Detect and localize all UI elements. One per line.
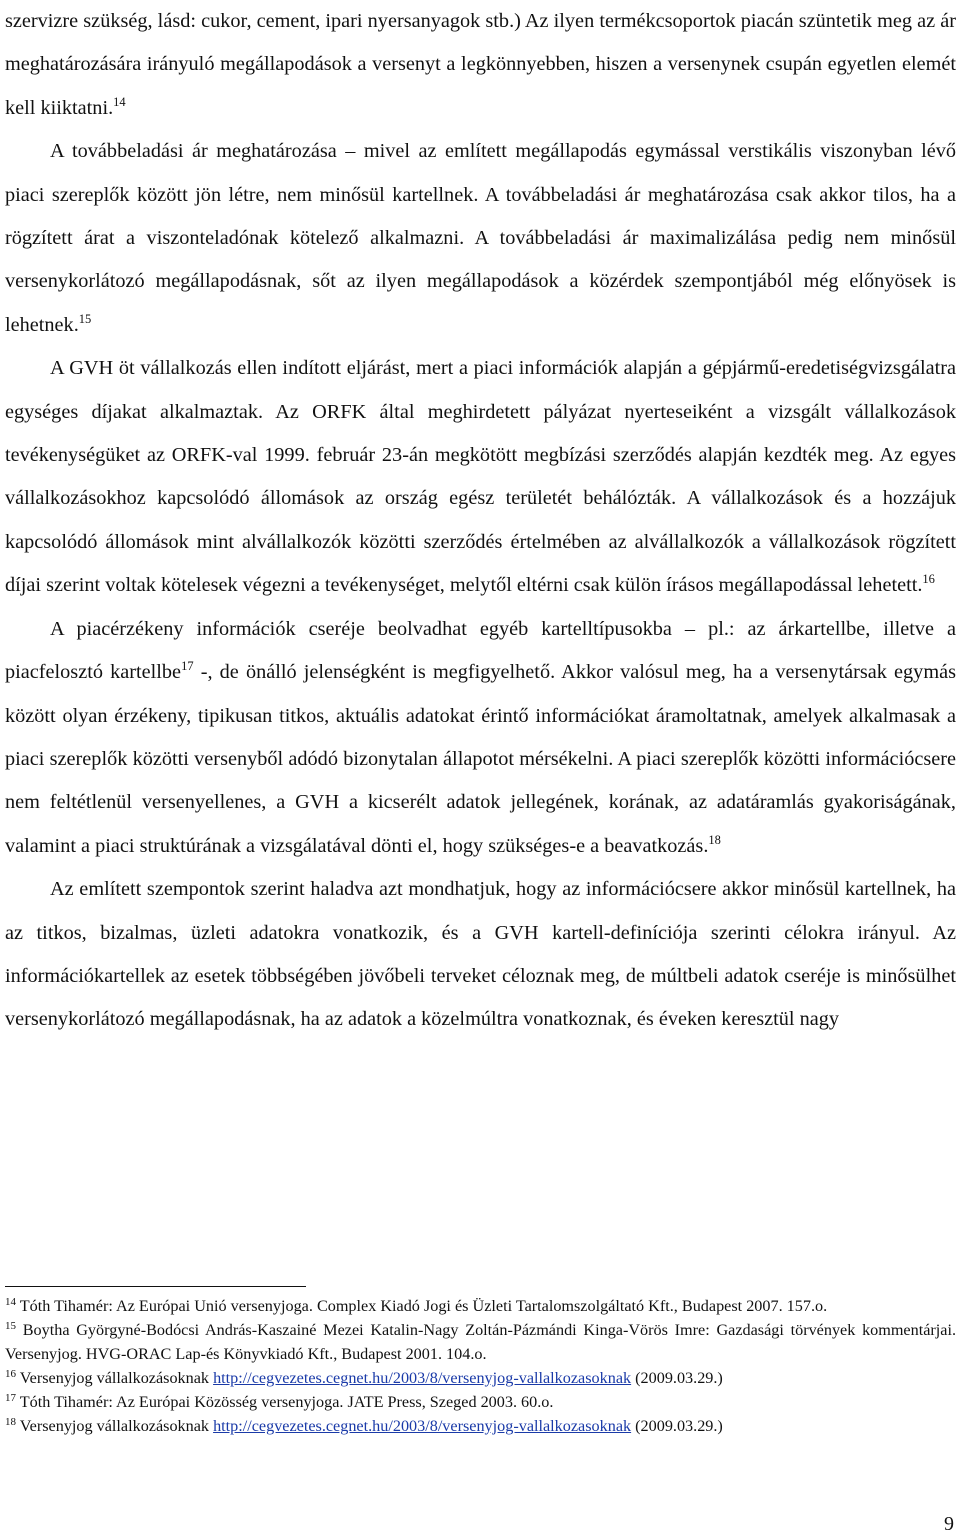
paragraph-text: Az említett szempontok szerint haladva azt mondhatjuk, hogy az információcsere akkor minősül kartellnek, ha az titkos, bizalmas, üzleti adatokra vonatkozik, és a GVH kartell-definíciója szerinti célokra irányul. Az információkartellek az esetek többségében jövőbeli terveket céloznak meg, de múltbeli adatok cseréje is minősülhet versenykorlátozó megállapodásnak, ha az adatok a közelmúltra vonatkoznak, és éveken keresztül nagy <box>5 878 956 1031</box>
paragraph-text: -, de önálló jelenségként is megfigyelhető. Akkor valósul meg, ha a versenytársak egymás között olyan érzékeny, tipikusan titkos, aktuális adatokat érintő információkat áramoltatnak, amelyek alkalmasak a piaci szereplők közötti versenyből adódó bizonytalan állapotot mérsékelni. A piaci szereplők közötti információcsere nem feltétlenül versenyellenes, a GVH a kicserélt adatok jellegének, korának, az adatáramlás gyakoriságának, valamint a piaci struktúrának a vizsgálatával dönti el, hogy szükséges-e a beavatkozás. <box>5 661 956 857</box>
footnote-text: (2009.03.29.) <box>631 1369 723 1387</box>
paragraph-text: A GVH öt vállalkozás ellen indított eljárást, mert a piaci információk alapján a gépjármű-eredetiségvizsgálatra egységes díjakat alkalmaztak. Az ORFK által meghirdetett pályázat nyerteseiként a vizsgált vállalkozások tevékenységüket az ORFK-val 1999. február 23-án megkötött megbízási szerződés alapján kezdték meg. Az egyes vállalkozásokhoz kapcsolódó állomások az ország egész területét behálózták. A vállalkozások és a hozzájuk kapcsolódó állomások mint alvállalkozók közötti szerződés értelmében az alvállalkozók a vállalkozások rögzített díjai szerint voltak kötelesek végezni a tevékenységet, melytől eltérni csak külön írásos megállapodással lehetett. <box>5 357 956 597</box>
footnotes <box>5 1294 956 1438</box>
footnote-text: (2009.03.29.) <box>631 1417 723 1435</box>
footnote-number: 18 <box>5 1416 16 1428</box>
paragraph <box>5 347 956 607</box>
footnote-text: Versenyjog vállalkozásoknak <box>19 1369 214 1387</box>
footnote-ref[interactable]: 15 <box>78 311 92 326</box>
footnote <box>5 1414 956 1438</box>
footnote-ref[interactable]: 17 <box>181 659 194 674</box>
paragraph <box>5 868 956 1042</box>
footnote-ref[interactable]: 14 <box>113 94 126 109</box>
paragraph-text: A továbbeladási ár meghatározása – mivel az említett megállapodás egymással verstikális viszonyban lévő piaci szereplők között jön létre, nem minősül kartellnek. A továbbeladási ár meghatározása csak akkor tilos, ha a rögzített árat a viszonteladónak kötelező alkalmazni. A továbbeladási ár maximalizálása pedig nem minősül versenykorlátozó megállapodásnak, sőt az ilyen megállapodások a közérdek szempontjából még előnyösek is lehetnek. <box>5 140 956 336</box>
footnote-text: Tóth Tihamér: Az Európai Közösség versenyjoga. JATE Press, Szeged 2003. 60.o. <box>19 1393 554 1411</box>
paragraph <box>5 130 956 347</box>
paragraph <box>5 0 956 130</box>
footnote-number: 15 <box>5 1320 16 1332</box>
footnote <box>5 1294 956 1318</box>
footnote-text: Boytha Györgyné-Bodócsi András-Kaszainé Mezei Katalin-Nagy Zoltán-Pázmándi Kinga-Vörös Imre: Gazdasági törvények kommentárjai. Versenyjog. HVG-ORAC Lap-és Könyvkiadó Kft., Budapest 2001. 104.o. <box>5 1321 957 1363</box>
footnote-separator <box>5 1286 306 1287</box>
footnote <box>5 1318 956 1366</box>
footnote-ref[interactable]: 16 <box>922 572 935 587</box>
paragraph-text: szervizre szükség, lásd: cukor, cement, ipari nyersanyagok stb.) Az ilyen termékcsoportok piacán szüntetik meg az ár meghatározására irányuló megállapodások a versenyt a legkönnyebben, hiszen a versenynek csupán egyetlen elemét kell kiiktatni. <box>5 10 956 119</box>
footnote-number: 14 <box>5 1296 16 1308</box>
page-number: 9 <box>944 1513 954 1535</box>
paragraph-text: A piacérzékeny információk cseréje beolvadhat egyéb kartelltípusokba – pl.: az árkartellbe, illetve a piacfelosztó kartellbe <box>5 617 956 684</box>
footnote-text: Tóth Tihamér: Az Európai Unió versenyjoga. Complex Kiadó Jogi és Üzleti Tartalomszolgáltató Kft., Budapest 2007. 157.o. <box>19 1297 828 1315</box>
paragraph <box>5 608 956 868</box>
footnote-number: 16 <box>5 1368 16 1380</box>
body-text <box>5 0 956 1042</box>
footnote <box>5 1366 956 1390</box>
footnote-link[interactable]: http://cegvezetes.cegnet.hu/2003/8/versenyjog-vallalkozasoknak <box>213 1417 632 1435</box>
footnote <box>5 1390 956 1414</box>
footnote-number: 17 <box>5 1392 16 1404</box>
footnote-ref[interactable]: 18 <box>708 832 721 847</box>
footnote-link[interactable]: http://cegvezetes.cegnet.hu/2003/8/versenyjog-vallalkozasoknak <box>213 1369 632 1387</box>
document-page <box>5 0 956 1042</box>
footnote-text: Versenyjog vállalkozásoknak <box>19 1417 214 1435</box>
